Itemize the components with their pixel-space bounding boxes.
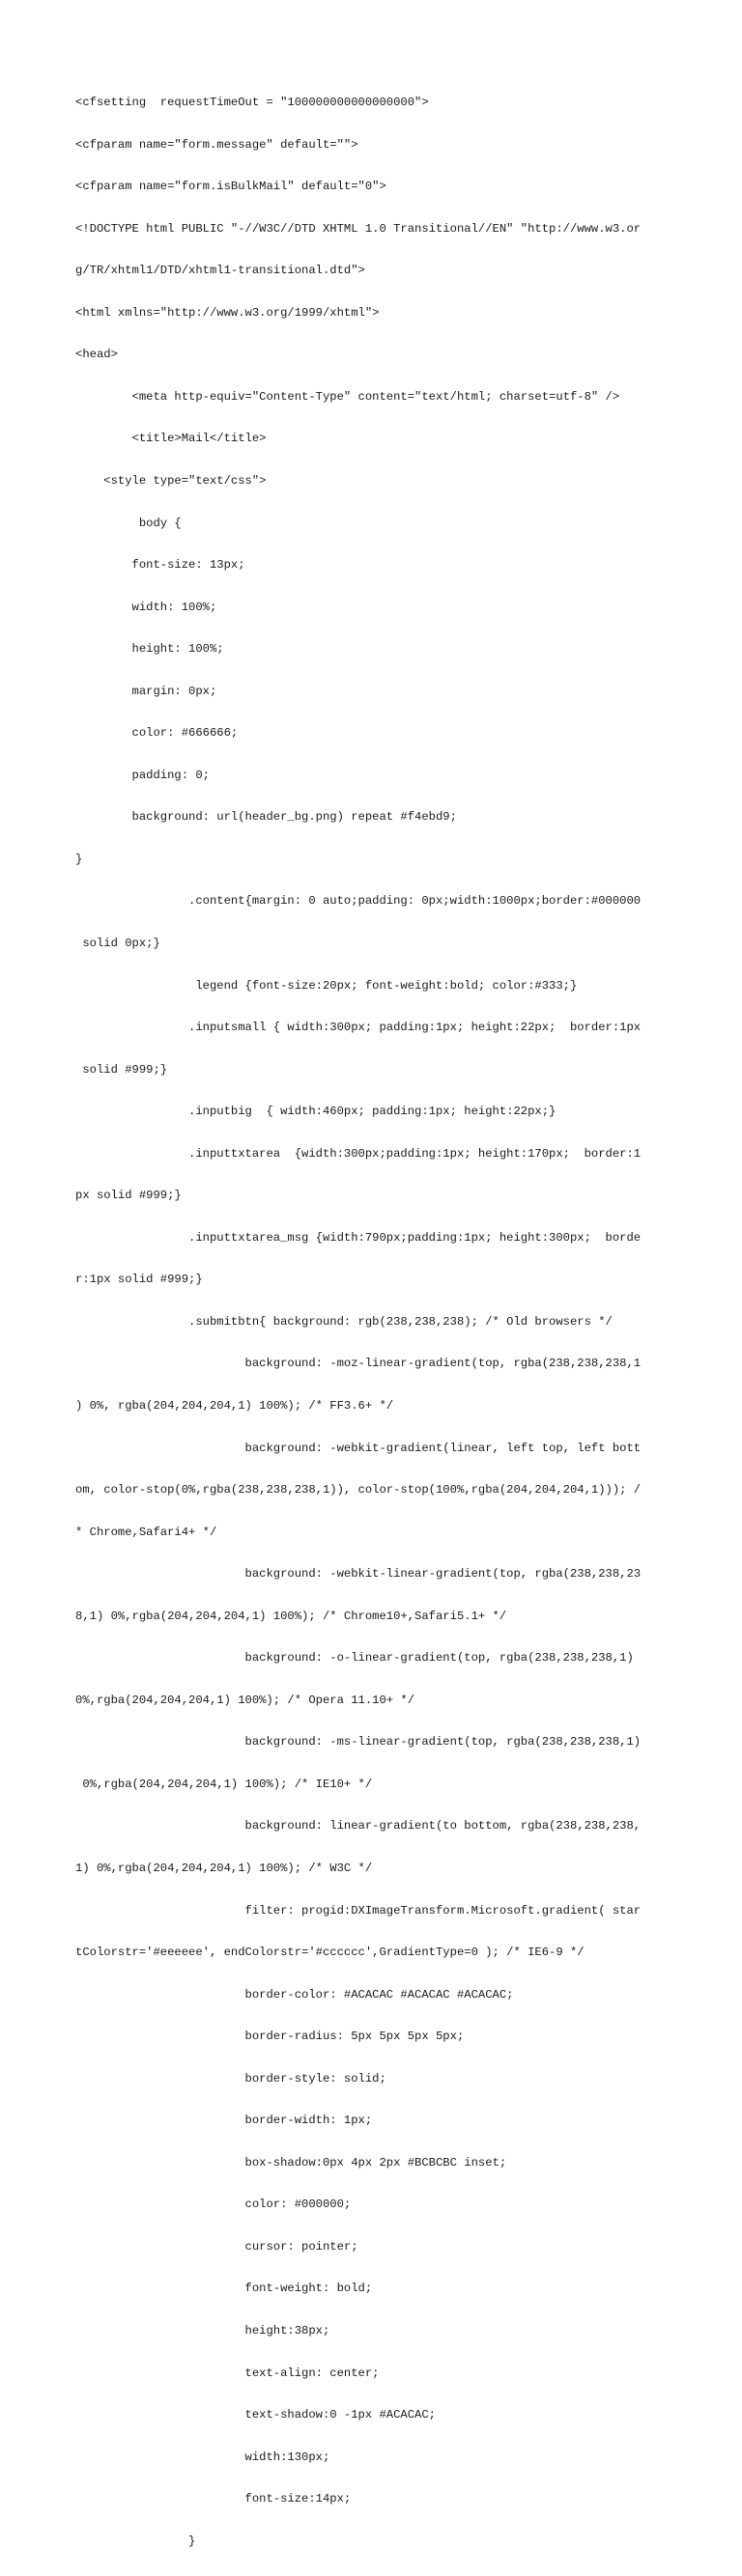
code-line: .inputtxtarea {width:300px;padding:1px; height:170px; border:1 — [75, 1146, 642, 1161]
code-line: solid 0px;} — [75, 936, 160, 950]
code-line: <!DOCTYPE html PUBLIC "-//W3C//DTD XHTML 1.0 Transitional//EN" "http://www.w3.or — [75, 221, 642, 236]
code-line: <cfparam name="form.message" default=""> — [75, 137, 358, 152]
code-line: .inputtxtarea_msg {width:790px;padding:1px; height:300px; borde — [75, 1230, 642, 1245]
code-line: margin: 0px; — [75, 684, 217, 698]
code-line: height:38px; — [75, 2324, 330, 2338]
code-line: background: -o-linear-gradient(top, rgba(238,238,238,1) — [75, 1651, 634, 1666]
code-line: background: -webkit-linear-gradient(top, rgba(238,238,23 — [75, 1567, 642, 1582]
code-line: color: #666666; — [75, 726, 239, 741]
code-line: font-size:14px; — [75, 2492, 352, 2506]
code-line: background: -moz-linear-gradient(top, rgba(238,238,238,1 — [75, 1357, 642, 1371]
code-line: cursor: pointer; — [75, 2239, 358, 2254]
code-line: 8,1) 0%,rgba(204,204,204,1) 100%); /* Chrome10+,Safari5.1+ */ — [75, 1609, 507, 1623]
code-line: px solid #999;} — [75, 1189, 182, 1203]
code-line: <html xmlns="http://www.w3.org/1999/xhtml"> — [75, 305, 380, 320]
code-line: font-size: 13px; — [75, 558, 245, 573]
code-line: legend {font-size:20px; font-weight:bold; color:#333;} — [75, 978, 578, 993]
code-line: width:130px; — [75, 2450, 330, 2464]
code-line: <head> — [75, 348, 118, 362]
code-line: <style type="text/css"> — [75, 473, 267, 488]
code-line: * Chrome,Safari4+ */ — [75, 1525, 217, 1539]
code-line: font-weight: bold; — [75, 2282, 373, 2296]
code-line: background: -ms-linear-gradient(top, rgba(238,238,238,1) — [75, 1735, 642, 1750]
code-line: border-radius: 5px 5px 5px 5px; — [75, 2030, 465, 2044]
code-listing — [75, 68, 674, 2576]
code-line: g/TR/xhtml1/DTD/xhtml1-transitional.dtd"> — [75, 264, 365, 278]
code-line: <title>Mail</title> — [75, 432, 267, 446]
code-line: 1) 0%,rgba(204,204,204,1) 100%); /* W3C */ — [75, 1862, 373, 1875]
code-line: border-color: #ACACAC #ACACAC #ACACAC; — [75, 1987, 514, 2002]
code-line: filter: progid:DXImageTransform.Microsoft.gradient( star — [75, 1903, 642, 1918]
code-line: tColorstr='#eeeeee', endColorstr='#cccccc',GradientType=0 ); /* IE6-9 */ — [75, 1946, 585, 1960]
code-line: <cfparam name="form.isBulkMail" default="0"> — [75, 180, 386, 194]
code-line: r:1px solid #999;} — [75, 1273, 203, 1287]
code-line: } — [75, 2534, 196, 2548]
code-line: 0%,rgba(204,204,204,1) 100%); /* IE10+ */ — [75, 1777, 373, 1791]
code-line: background: linear-gradient(to bottom, rgba(238,238,238, — [75, 1819, 642, 1834]
code-line: <cfsetting requestTimeOut = "100000000000000000"> — [75, 96, 429, 110]
code-line: text-align: center; — [75, 2366, 380, 2380]
code-line: body { — [75, 516, 182, 530]
code-line: .submitbtn{ background: rgb(238,238,238); /* Old browsers */ — [75, 1314, 613, 1329]
code-line: box-shadow:0px 4px 2px #BCBCBC inset; — [75, 2155, 507, 2170]
code-line: background: url(header_bg.png) repeat #f4ebd9; — [75, 810, 457, 825]
code-line: ) 0%, rgba(204,204,204,1) 100%); /* FF3.6+ */ — [75, 1398, 394, 1413]
code-line: padding: 0; — [75, 768, 210, 782]
code-line: om, color-stop(0%,rgba(238,238,238,1)), color-stop(100%,rgba(204,204,204,1))); / — [75, 1483, 642, 1498]
code-line: 0%,rgba(204,204,204,1) 100%); /* Opera 11.10+ */ — [75, 1693, 415, 1707]
code-line: <meta http-equiv="Content-Type" content="text/html; charset=utf-8" /> — [75, 389, 620, 404]
code-line: width: 100%; — [75, 600, 217, 614]
code-line: height: 100%; — [75, 642, 224, 657]
code-line: solid #999;} — [75, 1062, 168, 1077]
code-line: } — [75, 852, 83, 866]
code-line: border-width: 1px; — [75, 2114, 373, 2128]
code-line: text-shadow:0 -1px #ACACAC; — [75, 2408, 436, 2422]
code-line: .content{margin: 0 auto;padding: 0px;width:1000px;border:#000000 — [75, 894, 642, 909]
code-line: color: #000000; — [75, 2198, 352, 2212]
code-line: .inputsmall { width:300px; padding:1px; height:22px; border:1px — [75, 1021, 642, 1035]
code-line: background: -webkit-gradient(linear, left top, left bott — [75, 1441, 642, 1455]
code-line: border-style: solid; — [75, 2071, 386, 2086]
code-line: .inputbig { width:460px; padding:1px; height:22px;} — [75, 1105, 556, 1119]
